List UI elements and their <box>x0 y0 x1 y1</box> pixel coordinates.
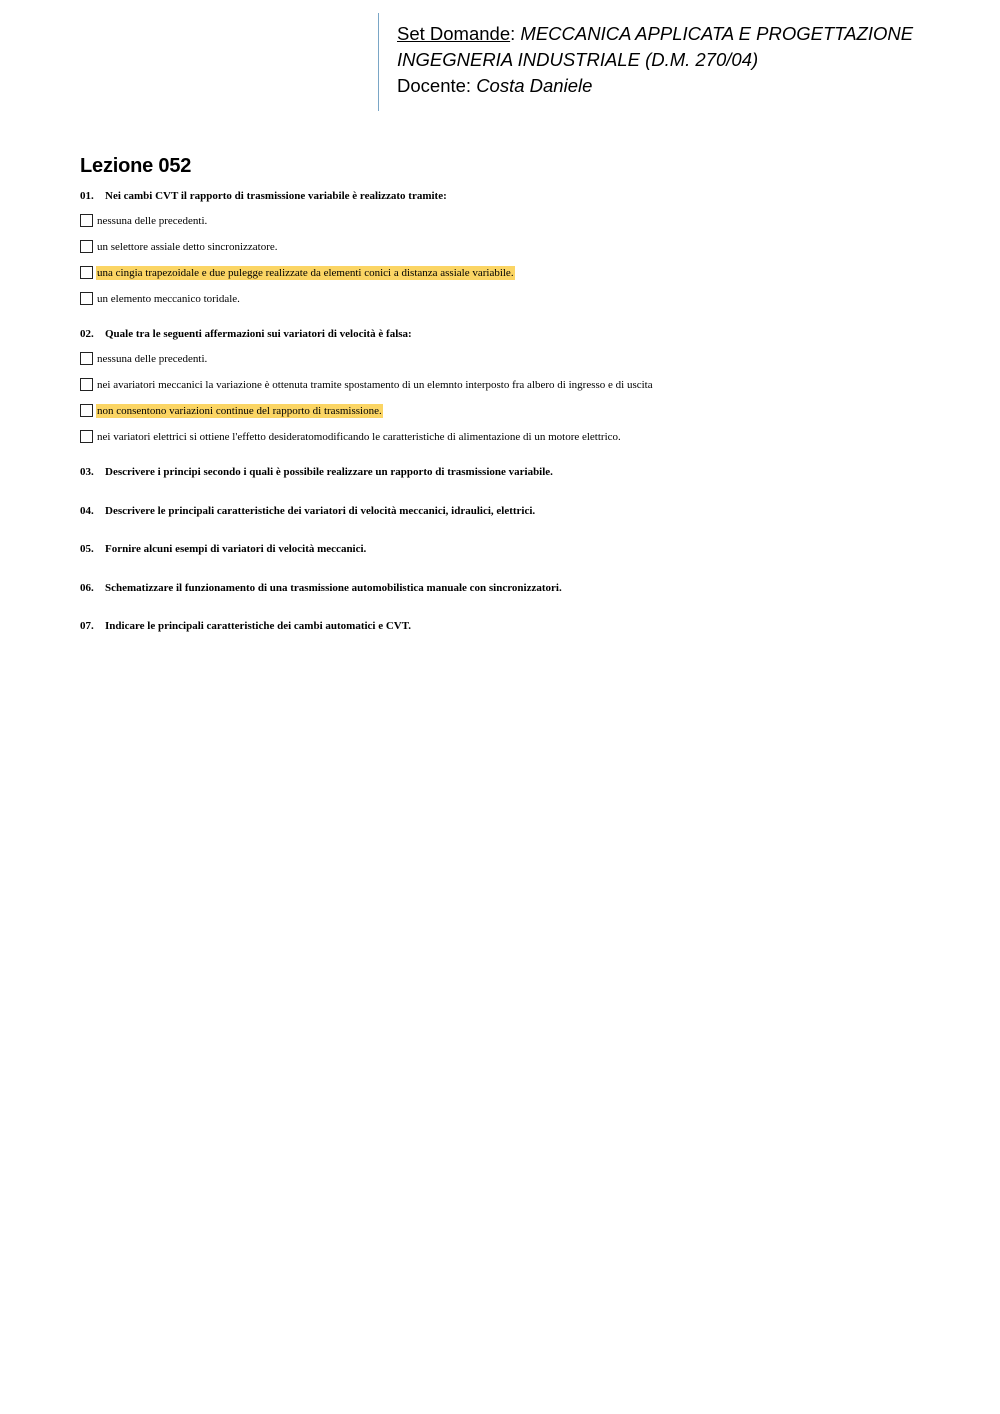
question-number: 03. <box>80 466 94 478</box>
answer-option[interactable] <box>80 352 940 378</box>
question-number: 02. <box>80 328 94 340</box>
lesson-title: Lezione 052 <box>80 155 192 177</box>
header-set-line <box>397 21 938 47</box>
question-text <box>80 326 940 342</box>
question-prompt: Quale tra le seguenti affermazioni sui variatori di velocità è falsa: <box>105 328 412 340</box>
answer-text: un elemento meccanico toridale. <box>97 293 240 305</box>
header-course-line2 <box>397 47 938 73</box>
checkbox-icon[interactable] <box>80 378 93 391</box>
answer-option-correct[interactable] <box>80 404 940 430</box>
document-header <box>378 13 938 111</box>
checkbox-icon[interactable] <box>80 214 93 227</box>
question-block <box>80 326 940 456</box>
teacher-label: Docente: <box>397 75 477 96</box>
question-number: 06. <box>80 581 94 594</box>
answer-option[interactable] <box>80 430 940 456</box>
answer-option[interactable] <box>80 214 940 240</box>
checkbox-icon[interactable] <box>80 240 93 253</box>
question-text <box>80 580 940 596</box>
question-block <box>80 503 940 519</box>
answer-list <box>80 352 940 456</box>
question-text <box>80 541 940 557</box>
answer-text: nessuna delle precedenti. <box>97 353 208 365</box>
set-separator: : <box>510 23 521 44</box>
checkbox-icon[interactable] <box>80 352 93 365</box>
question-prompt: Descrivere i principi secondo i quali è possibile realizzare un rapporto di trasmissione variabile. <box>105 466 553 478</box>
question-prompt: Schematizzare il funzionamento di una trasmissione automobilistica manuale con sincronizzatori. <box>105 581 562 594</box>
course-title-line2: INGEGNERIA INDUSTRIALE (D.M. 270/04) <box>397 49 759 70</box>
answer-text-highlighted: una cingia trapezoidale e due pulegge realizzate da elementi conici a distanza assiale variabile. <box>97 267 514 279</box>
set-label: Set Domande <box>397 23 511 44</box>
checkbox-icon[interactable] <box>80 266 93 279</box>
answer-text: nei variatori elettrici si ottiene l'effetto desideratomodificando le caratteristiche di alimentazione di un motore elettrico. <box>97 431 621 443</box>
question-block <box>80 618 940 634</box>
question-block <box>80 541 940 557</box>
course-title-line1: MECCANICA APPLICATA E PROGETTAZIONE <box>520 23 914 44</box>
question-block <box>80 580 940 596</box>
question-number: 01. <box>80 190 94 202</box>
question-number: 07. <box>80 620 94 633</box>
question-prompt: Indicare le principali caratteristiche dei cambi automatici e CVT. <box>105 620 412 633</box>
answer-list <box>80 214 940 318</box>
checkbox-icon[interactable] <box>80 430 93 443</box>
question-text <box>80 503 940 519</box>
answer-option[interactable] <box>80 240 940 266</box>
question-number: 04. <box>80 504 94 517</box>
answer-option-correct[interactable] <box>80 266 940 292</box>
question-number: 05. <box>80 543 94 556</box>
checkbox-icon[interactable] <box>80 292 93 305</box>
answer-text: nessuna delle precedenti. <box>97 215 208 227</box>
question-block <box>80 188 940 318</box>
answer-option[interactable] <box>80 292 940 318</box>
answer-text-highlighted: non consentono variazioni continue del rapporto di trasmissione. <box>97 405 382 417</box>
teacher-name: Costa Daniele <box>476 75 593 96</box>
header-teacher-line <box>397 73 938 99</box>
question-text <box>80 618 940 634</box>
checkbox-icon[interactable] <box>80 404 93 417</box>
question-prompt: Fornire alcuni esempi di variatori di velocità meccanici. <box>105 543 367 556</box>
question-text <box>80 464 940 480</box>
question-text <box>80 188 940 204</box>
answer-text: un selettore assiale detto sincronizzatore. <box>97 241 278 253</box>
question-prompt: Nei cambi CVT il rapporto di trasmissione variabile è realizzato tramite: <box>105 190 447 202</box>
question-prompt: Descrivere le principali caratteristiche dei variatori di velocità meccanici, idraulici, elettrici. <box>105 504 536 517</box>
answer-option[interactable] <box>80 378 940 404</box>
question-list <box>80 188 940 657</box>
question-block <box>80 464 940 480</box>
answer-text: nei avariatori meccanici la variazione è ottenuta tramite spostamento di un elemnto interposto fra albero di ingresso e di uscita <box>97 379 653 391</box>
